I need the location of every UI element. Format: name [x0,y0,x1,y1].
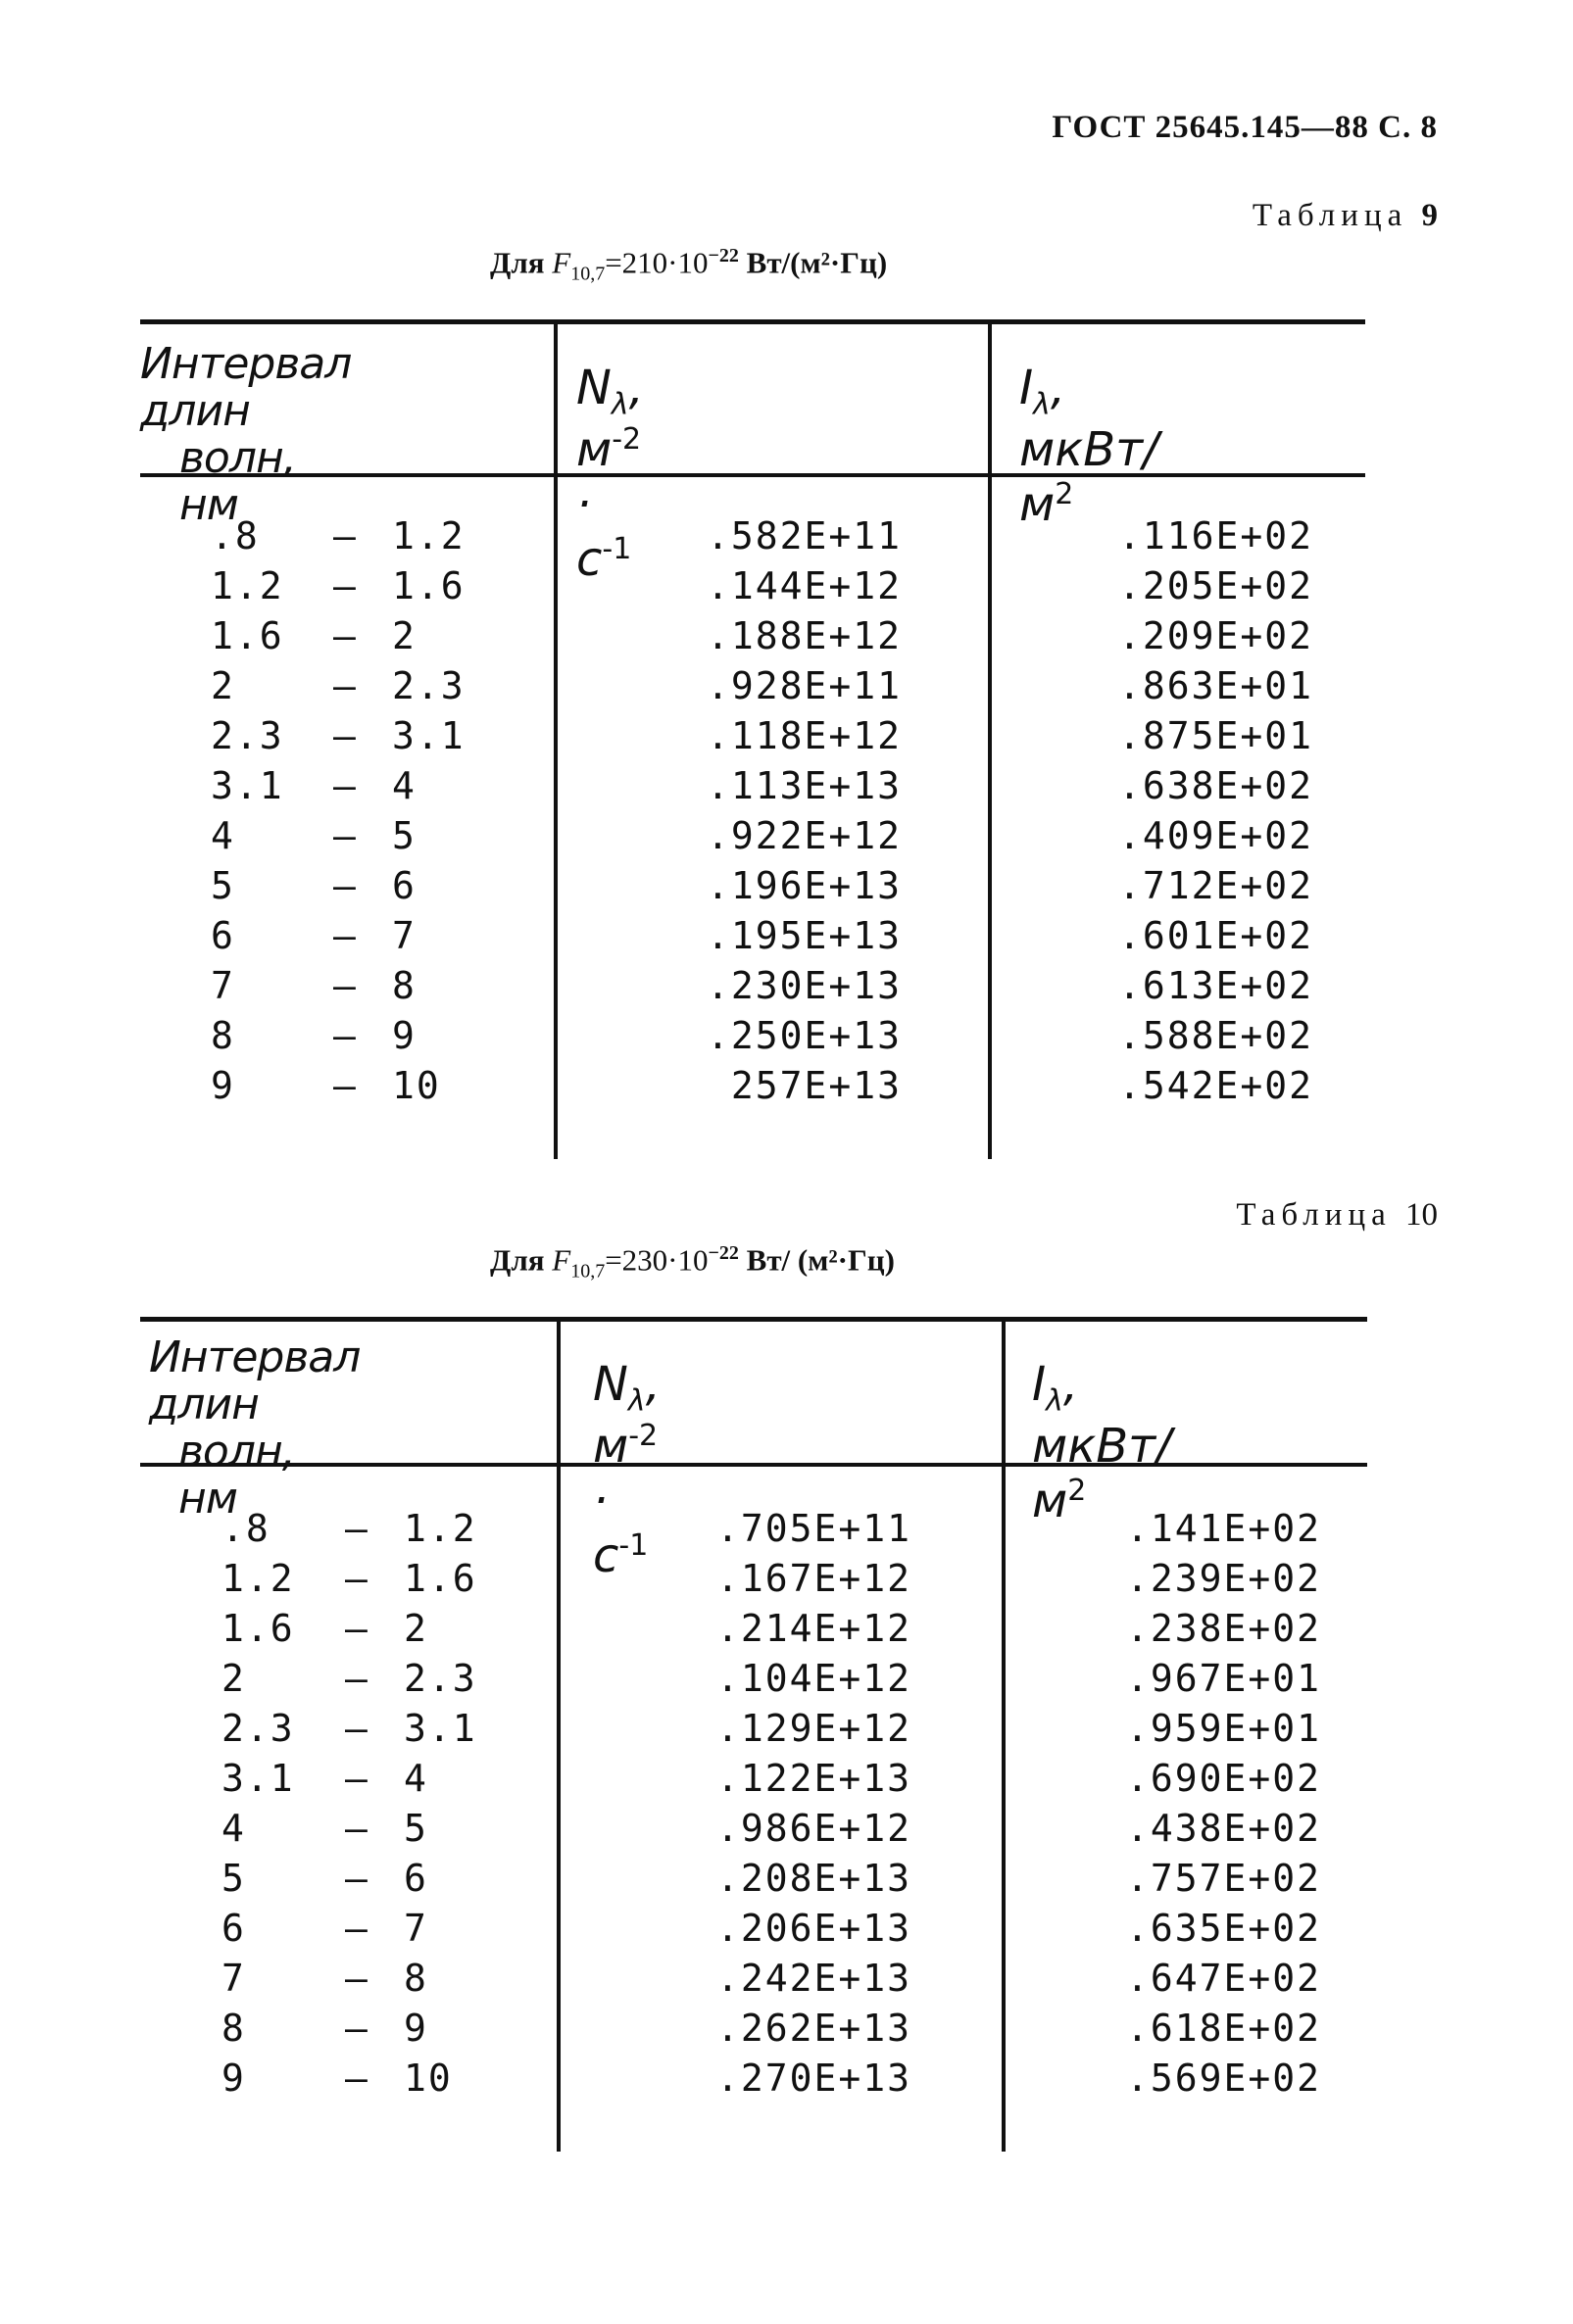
cell-dash: – [345,1957,369,2000]
cell-to: 3.1 [404,1707,477,1750]
header-n-unit: , м [593,1357,661,1474]
header-n-mid: · с [593,1473,619,1583]
cell-to: 4 [392,764,417,807]
column-energy-flux [1047,1504,1321,2104]
cell-to: 7 [404,1907,428,1950]
cell-from: 3.1 [211,764,284,807]
cell-from: 6 [221,1907,246,1950]
cell-from: 1.2 [211,564,284,607]
cell-from: .8 [211,514,260,557]
cell-n: .167E+12 [715,1557,911,1600]
cell-n: .104E+12 [715,1657,911,1700]
cell-n: .928E+11 [706,664,902,707]
header-n-sub: λ [611,387,629,422]
table-10-label [1236,1197,1438,1234]
header-i-symbol: I [1019,361,1034,415]
header-n-symbol: N [593,1357,628,1412]
cell-dash: – [333,514,358,557]
cell-n: .230E+13 [706,964,902,1007]
cell-n: .188E+12 [706,614,902,657]
caption-prefix: Для [490,1242,545,1278]
cell-to: 9 [404,2007,428,2050]
cell-i: .438E+02 [1125,1807,1321,1850]
header-i-sub: λ [1033,387,1051,422]
cell-i: .116E+02 [1117,514,1313,557]
header-n-exp2: -1 [602,531,632,566]
cell-i: .967E+01 [1125,1657,1321,1700]
cell-dash: – [345,1807,369,1850]
cell-dash: – [345,1757,369,1800]
cell-from: 2 [221,1657,246,1700]
cell-from: 2.3 [221,1707,295,1750]
caption-prefix: Для [490,245,545,280]
cell-n: .705E+11 [715,1507,911,1550]
cell-from: 4 [211,814,235,857]
cell-i: .613E+02 [1117,964,1313,1007]
table-top-rule [140,319,1365,324]
cell-dash: – [333,1064,358,1107]
cell-dash: – [345,1657,369,1700]
header-energy-flux [1019,361,1158,532]
header-n-sub: λ [627,1383,646,1419]
caption-unit: Вт/ (м²·Гц) [746,1242,895,1278]
cell-n: .250E+13 [706,1014,902,1057]
cell-i: .239E+02 [1125,1557,1321,1600]
cell-from: 2.3 [211,714,284,757]
column-photon-flux [627,511,902,1111]
caption-middle: =230·10 [605,1242,709,1278]
column-interval-from [211,511,328,1111]
header-interval-line2: волн, нм [179,433,296,530]
cell-n: .262E+13 [715,2007,911,2050]
cell-to: 1.6 [404,1557,477,1600]
cell-n: 257E+13 [730,1064,902,1107]
caption-unit: Вт/(м²·Гц) [746,245,888,280]
cell-to: 3.1 [392,714,466,757]
table-label-number: 9 [1421,198,1438,233]
header-interval-line1: Интервал длин [140,339,352,436]
header-interval [140,341,351,529]
cell-n: .270E+13 [715,2057,911,2100]
cell-n: .206E+13 [715,1907,911,1950]
header-n-exp1: -2 [612,421,642,457]
cell-dash: – [345,1607,369,1650]
cell-dash: – [345,1557,369,1600]
cell-i: .542E+02 [1117,1064,1313,1107]
cell-i: .141E+02 [1125,1507,1321,1550]
column-interval-dash [345,1504,384,2104]
table-label-number: 10 [1405,1197,1438,1233]
cell-to: 8 [404,1957,428,2000]
cell-i: .588E+02 [1117,1014,1313,1057]
column-divider [988,321,992,1159]
cell-dash: – [345,1507,369,1550]
cell-i: .238E+02 [1125,1607,1321,1650]
cell-n: .208E+13 [715,1857,911,1900]
cell-to: 2 [392,614,417,657]
cell-n: .122E+13 [715,1757,911,1800]
cell-n: .242E+13 [715,1957,911,2000]
cell-to: 8 [392,964,417,1007]
cell-to: 1.2 [392,514,466,557]
cell-dash: – [345,1857,369,1900]
cell-n: .582E+11 [706,514,902,557]
header-n-exp2: -1 [618,1527,649,1563]
caption-symbol: F [552,245,571,280]
cell-i: .647E+02 [1125,1957,1321,2000]
cell-to: 6 [392,864,417,907]
column-divider [554,321,558,1159]
cell-to: 1.6 [392,564,466,607]
cell-from: 9 [211,1064,235,1107]
cell-i: .690E+02 [1125,1757,1321,1800]
caption-exponent: −22 [708,1242,739,1264]
column-interval-to [404,1504,512,2104]
cell-i: .712E+02 [1117,864,1313,907]
cell-n: .113E+13 [706,764,902,807]
cell-dash: – [345,2057,369,2100]
cell-to: 4 [404,1757,428,1800]
cell-to: 1.2 [404,1507,477,1550]
cell-i: .875E+01 [1117,714,1313,757]
cell-to: 10 [404,2057,453,2100]
cell-from: 6 [211,914,235,957]
cell-n: .195E+13 [706,914,902,957]
cell-n: .214E+12 [715,1607,911,1650]
caption-subscript: 10,7 [570,1260,606,1283]
header-i-symbol: I [1032,1357,1047,1412]
table-9-caption [490,245,887,286]
cell-dash: – [333,914,358,957]
cell-dash: – [333,564,358,607]
header-n-unit: , м [576,361,644,477]
header-energy-flux [1032,1357,1171,1528]
cell-i: .409E+02 [1117,814,1313,857]
cell-to: 5 [392,814,417,857]
cell-n: .922E+12 [706,814,902,857]
table-top-rule [140,1317,1367,1322]
cell-dash: – [333,964,358,1007]
cell-i: .638E+02 [1117,764,1313,807]
column-energy-flux [1039,511,1313,1111]
cell-i: .757E+02 [1125,1857,1321,1900]
cell-from: 7 [221,1957,246,2000]
cell-i: .601E+02 [1117,914,1313,957]
header-i-unit: , мкВт/м [1032,1357,1172,1528]
column-divider [557,1319,561,2152]
cell-i: .569E+02 [1125,2057,1321,2100]
cell-from: 7 [211,964,235,1007]
caption-middle: =210·10 [605,245,709,280]
caption-symbol: F [552,1242,571,1278]
cell-dash: – [333,714,358,757]
cell-n: .118E+12 [706,714,902,757]
column-interval-to [392,511,500,1111]
cell-n: .144E+12 [706,564,902,607]
cell-from: 3.1 [221,1757,295,1800]
cell-i: .635E+02 [1125,1907,1321,1950]
cell-from: .8 [221,1507,270,1550]
cell-to: 2 [404,1607,428,1650]
header-n-mid: · с [576,476,603,587]
column-interval-from [221,1504,339,2104]
cell-from: 8 [211,1014,235,1057]
cell-n: .129E+12 [715,1707,911,1750]
cell-dash: – [333,864,358,907]
cell-i: .209E+02 [1117,614,1313,657]
cell-to: 2.3 [404,1657,477,1700]
table-label-word: Таблица [1236,1197,1392,1233]
cell-from: 1.2 [221,1557,295,1600]
header-i-exp: 2 [1067,1473,1087,1508]
cell-from: 5 [221,1857,246,1900]
cell-from: 2 [211,664,235,707]
cell-from: 8 [221,2007,246,2050]
cell-to: 6 [404,1857,428,1900]
table-10-caption [490,1242,895,1283]
cell-dash: – [333,664,358,707]
column-interval-dash [333,511,372,1111]
cell-dash: – [333,614,358,657]
header-i-unit: , мкВт/м [1019,361,1159,532]
cell-to: 5 [404,1807,428,1850]
table-label-word: Таблица [1252,198,1408,233]
cell-i: .205E+02 [1117,564,1313,607]
cell-dash: – [333,764,358,807]
column-photon-flux [637,1504,911,2104]
page-header: ГОСТ 25645.145—88 С. 8 [1052,110,1438,145]
header-interval-line1: Интервал длин [149,1332,361,1429]
cell-i: .959E+01 [1125,1707,1321,1750]
cell-from: 9 [221,2057,246,2100]
cell-i: .618E+02 [1125,2007,1321,2050]
table-9-label [1253,198,1438,234]
cell-n: .196E+13 [706,864,902,907]
column-divider [1002,1319,1006,2152]
caption-exponent: −22 [708,245,739,266]
cell-i: .863E+01 [1117,664,1313,707]
cell-from: 5 [211,864,235,907]
cell-n: .986E+12 [715,1807,911,1850]
header-i-sub: λ [1046,1383,1063,1419]
cell-from: 1.6 [211,614,284,657]
cell-dash: – [345,1907,369,1950]
cell-to: 7 [392,914,417,957]
header-n-exp1: -2 [628,1418,659,1453]
header-i-exp: 2 [1055,476,1074,511]
header-interval-line2: волн, нм [178,1427,295,1524]
cell-to: 10 [392,1064,441,1107]
cell-dash: – [333,814,358,857]
cell-dash: – [345,1707,369,1750]
cell-from: 1.6 [221,1607,295,1650]
header-n-symbol: N [576,361,612,415]
caption-subscript: 10,7 [570,263,606,285]
cell-from: 4 [221,1807,246,1850]
cell-dash: – [333,1014,358,1057]
cell-to: 9 [392,1014,417,1057]
header-interval [149,1334,360,1523]
cell-to: 2.3 [392,664,466,707]
cell-dash: – [345,2007,369,2050]
